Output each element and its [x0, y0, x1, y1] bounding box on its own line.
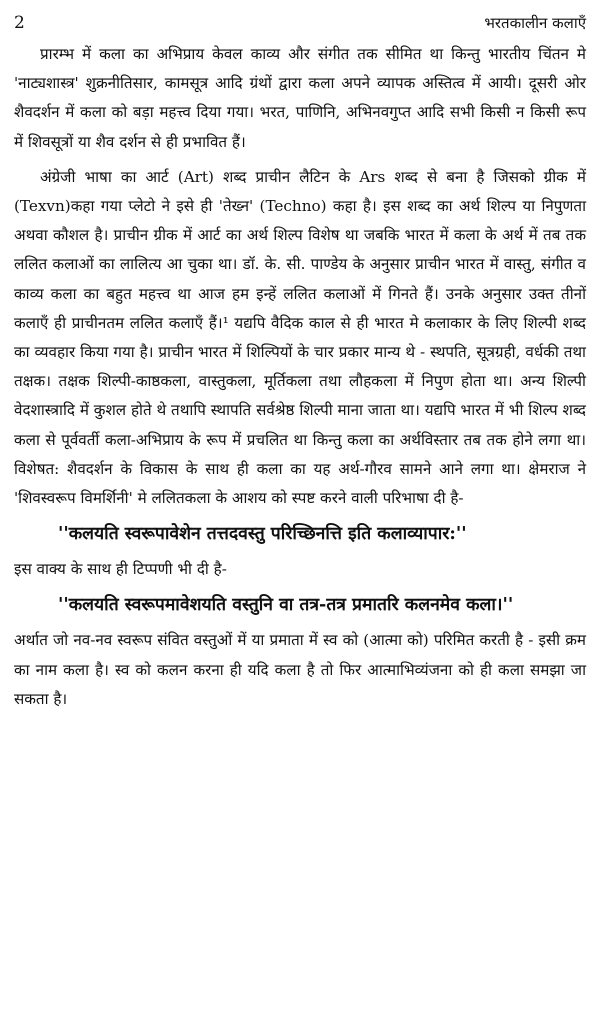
paragraph-1: प्रारम्भ में कला का अभिप्राय केवल काव्य और संगीत तक सीमित था किन्तु भारतीय चिंतन मे 'नाट्यशास्त्र' शुक्रनीतिसार, कामसूत्र आदि ग्रंथों द्वारा कला अपने व्यापक अस्तित्व में आयी। दूसरी ओर शैवदर्शन में कला को बड़ा महत्त्व दिया गया। भरत, पाणिनि, अभिनवगुप्त आदि सभी किसी न किसी रूप में शिवसूत्रों या शैव दर्शन से ही प्रभावित हैं।: [14, 45, 586, 151]
page-body: [14, 40, 586, 714]
page-header: [14, 10, 586, 36]
paragraph-3: इस वाक्य के साथ ही टिप्पणी भी दी है-: [14, 560, 227, 579]
sanskrit-quote-2: ''कलयति स्वरूपमावेशयति वस्तुनि वा तत्र-तत्र प्रमातरि कलनमेव कला।'': [58, 595, 514, 616]
paragraph-4: अर्थात जो नव-नव स्वरूप संवित वस्तुओं में या प्रमाता में स्व को (आत्मा को) परिमित करती है - इसी क्रम का नाम कला है। स्व को कलन करना ही यदि कला है तो फिर आत्माभिव्यंजना को ही कला समझा जा सकता है।: [14, 631, 586, 708]
running-title: भरतकालीन कलाएँ: [484, 14, 586, 32]
page-number: 2: [14, 13, 25, 33]
sanskrit-quote-1: ''कलयति स्वरूपावेशेन तत्तदवस्तु परिच्छिनत्ति इति कलाव्यापार:'': [58, 524, 467, 545]
paragraph-2: अंग्रेजी भाषा का आर्ट (Art) शब्द प्राचीन लैटिन के Ars शब्द से बना है जिसको ग्रीक में (Texvn)कहा गया प्लेटो ने इसे ही 'तेख्न' (Techno) कहा है। इस शब्द का अर्थ शिल्प या निपुणता अथवा कौशल है। प्राचीन ग्रीक में आर्ट का अर्थ शिल्प विशेष था जबकि भारत में कला के अर्थ में तब तक ललित कलाओं का लालित्य आ चुका था। डॉ. के. सी. पाण्डेय के अनुसार प्राचीन भारत में वास्तु, संगीत व काव्य कला का बहुत महत्त्व था आज हम इन्हें ललित कलाओं में गिनते हैं। उनके अनुसार उक्त तीनों कलाएँ ही प्राचीनतम ललित कलाएँ हैं।¹ यद्यपि वैदिक काल से ही भारत मे कलाकार के लिए शिल्पी शब्द का व्यवहार किया गया है। प्राचीन भारत में शिल्पियों के चार प्रकार मान्य थे - स्थपति, सूत्रग्रही, वर्धकी तथा तक्षक। तक्षक शिल्पी-काष्ठकला, वास्तुकला, मूर्तिकला तथा लौहकला में निपुण होता था। अन्य शिल्पी वेदशास्त्रादि में कुशल होते थे तथापि स्थापति सर्वश्रेष्ठ शिल्पी माना जाता था। यद्यपि भारत में भी शिल्प शब्द कला से पूर्ववर्ती कला-अभिप्राय के रूप में प्रचलित था किन्तु कला का अर्थविस्तार तब तक होने लगा था। विशेषत: शैवदर्शन के विकास के साथ ही कला का यह अर्थ-गौरव सामने आने लगा था। क्षेमराज ने 'शिवस्वरूप विमर्शिनी' मे ललितकला के आशय को स्पष्ट करने वाली परिभाषा दी है-: [14, 167, 586, 508]
